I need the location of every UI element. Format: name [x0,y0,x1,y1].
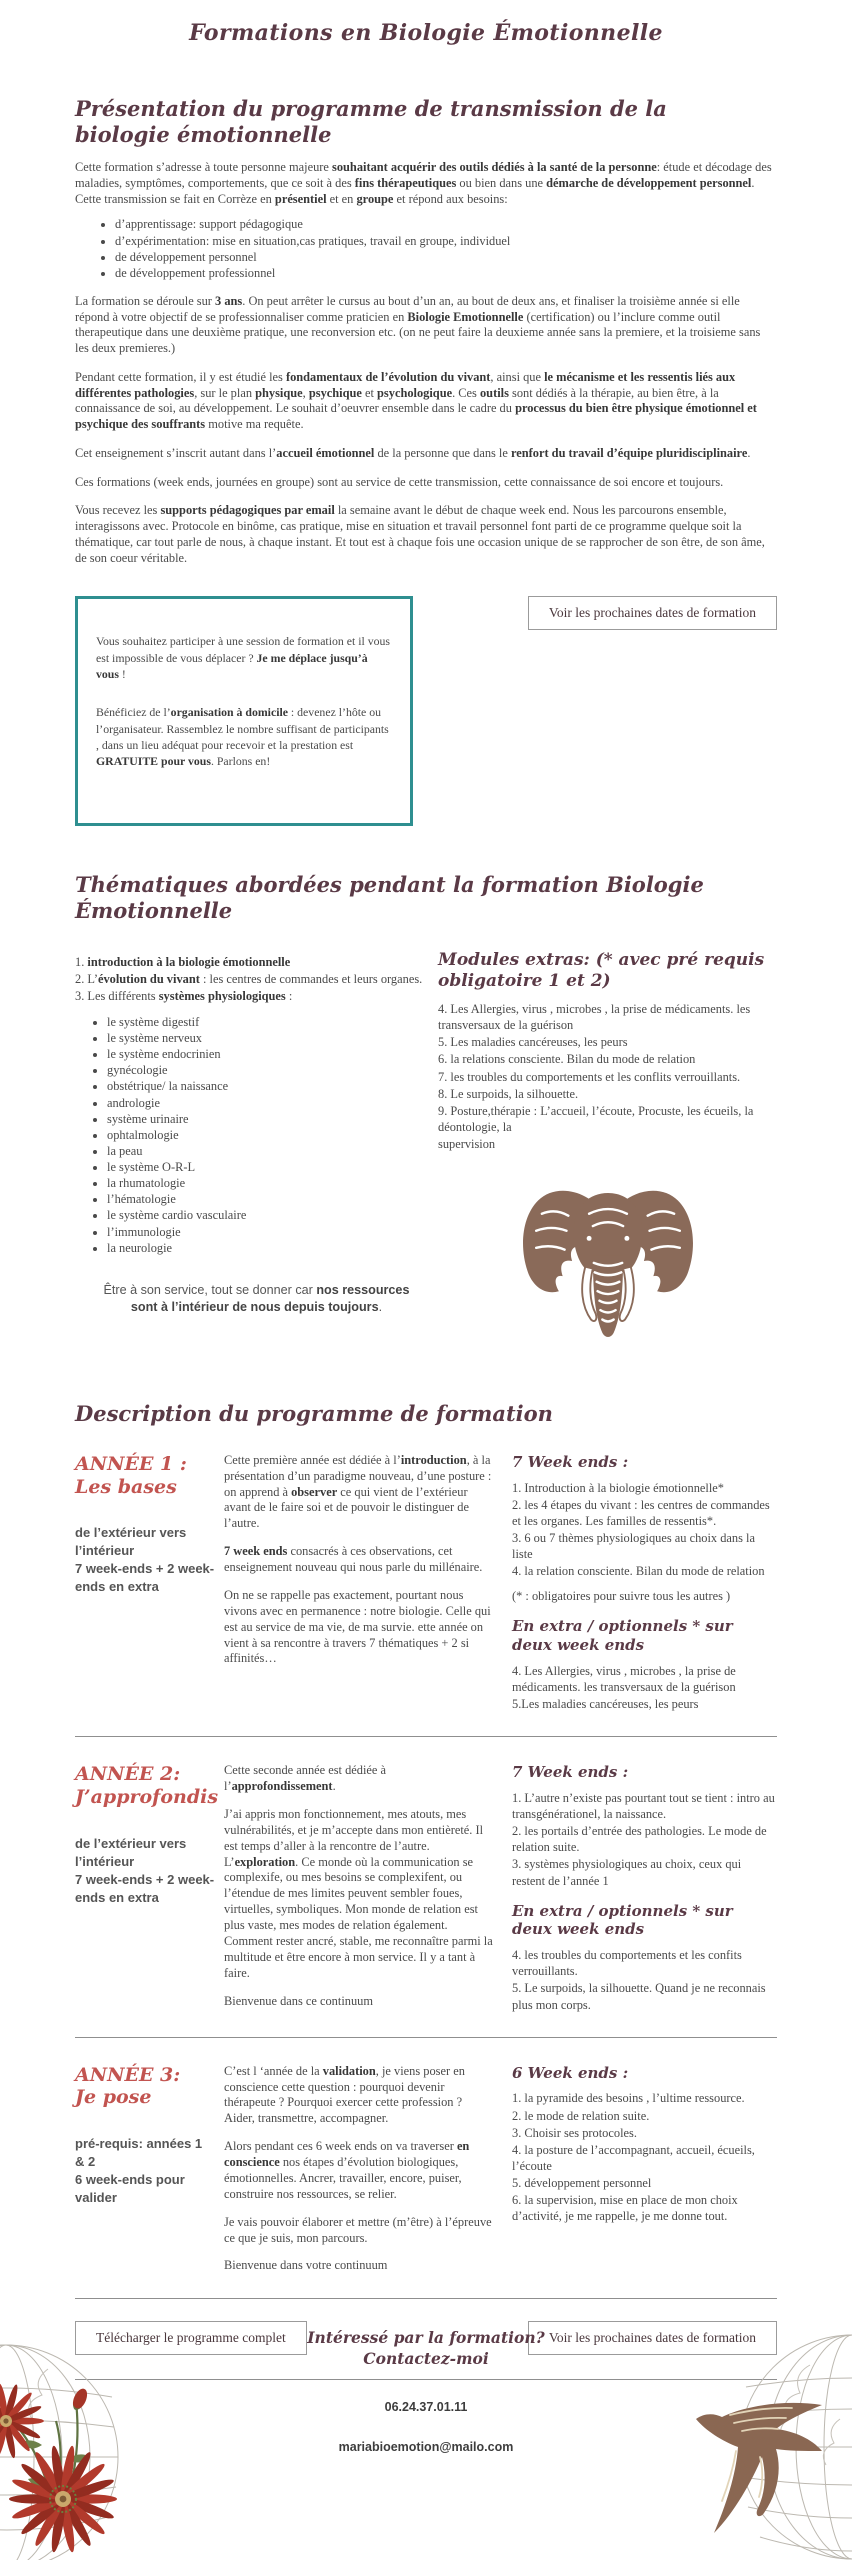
list-item: • gynécologie [107,1062,438,1078]
year-3-paragraph: Je vais pouvoir élaborer et mettre (m’être) à l’épreuve ce que je suis, mon parcours. [224,2214,492,2245]
modules-extras-column [438,946,777,1352]
list-item: 5. Les maladies cancéreuses, les peurs [438,1035,628,1050]
elephant-illustration [513,1176,703,1346]
list-item: • de développement personnel [115,249,777,265]
list-item: supervision [438,1137,496,1152]
dates-button-bottom[interactable]: Voir les prochaines dates de formation [528,2321,777,2355]
page-title: Formations en Biologie Émotionnelle [189,20,663,46]
list-item: • d’apprentissage: support pédagogique [115,216,777,232]
list-item: 1. L’autre n’existe pas pourtant tout se tient : intro au transgénérationel, la naissance. [512,1790,775,1822]
year-2-side [75,1763,219,2013]
list-item: • l’hématologie [107,1191,438,1207]
thematics-main-list [75,946,438,1352]
section-thematics [75,872,777,1351]
year-1-extra-list [512,1663,777,1712]
year-1-weekends-heading: 7 Week ends : [512,1452,629,1471]
paragraph-supports: Vous recevez les supports pédagogiques par email la semaine avant le début de chaque week end. Nous les parcourons ensemble, interagissons avec. Protocole en binôme, cas pratique, mise en situation et travail personnel font parti de ce programme quelque soit la thématique, car tout parle de nous, à chaque instant. Et tout est à chaque fois une occasion unique de se rapprocher de son être, de son âme, de son coeur véritable. [75,503,765,565]
divider [75,1736,777,1737]
year-2-weekends-heading: 7 Week ends : [512,1763,629,1782]
physiological-systems-list [75,1014,438,1256]
list-item: • la rhumatologie [107,1175,438,1191]
year-1-title-line1: ANNÉE 1 : [75,1452,187,1475]
year-3-weekends-list [512,2090,777,2224]
year-1-row [75,1453,777,1712]
home-box-text-1: Vous souhaitez participer à une session de formation et il vous est impossible de vous déplacer ? Je me déplace jusqu’à vous ! [96,634,390,681]
list-item: 7. les troubles du comportements et les conflits verrouillants. [438,1069,741,1084]
year-2-paragraph: Cette seconde année est dédiée à l’approfondissement. [224,1763,387,1794]
list-item: • système urinaire [107,1111,438,1127]
download-program-button[interactable]: Télécharger le programme complet [75,2321,307,2355]
thematics-columns [75,946,777,1352]
home-box-text-2: Bénéficiez de l’organisation à domicile : devenez l’hôte ou l’organisateur. Rassemblez le nombre suffisant de participants , dans un lieu adéquat pour recevoir et la prestation est GRATUITE pour vous. Parlons en! [96,705,389,769]
list-item: 4. Les Allergies, virus , microbes , la prise de médicaments. les transversaux de la guérison [512,1663,736,1694]
paragraph-formats: Ces formations (week ends, journées en groupe) sont au service de cette transmission, cette connaissance de soi encore et toujours. [75,474,724,489]
footer-email: mariabioemotion@mailo.com [338,2439,514,2454]
year-3-description [224,2064,494,2275]
list-item: 1. Introduction à la biologie émotionnelle* [512,1480,724,1495]
list-item: • andrologie [107,1095,438,1111]
list-item: • la peau [107,1143,438,1159]
list-item: • l’immunologie [107,1224,438,1240]
year-3-title [75,2064,215,2110]
year-3-label-prereq: pré-requis: années 1 & 2 [75,2136,203,2170]
list-item: 4. les troubles du comportements et les confits verrouillants. [512,1948,742,1979]
list-item: 6. la relations consciente. Bilan du mode de relation [438,1052,696,1067]
list-item: 2. les portails d’entrée des pathologies. Le mode de relation suite. [512,1824,767,1855]
year-2-description [224,1763,494,2013]
year-2-label-duration: 7 week-ends + 2 week-ends en extra [75,1871,215,1905]
year-3-side [75,2064,215,2275]
presentation-intro: Cette formation s’adresse à toute personne majeure souhaitant acquérir des outils dédiés à la santé de la personne: étude et décodage des maladies, symptômes, comportements, que ce soit à des fins thérapeutiques ou bien dans une démarche de développement personnel. Cette transmission se fait en Corrèze en présentiel et en groupe et répond aux besoins: [75,160,772,206]
year-2-paragraph: Bienvenue dans ce continuum [224,1993,373,2008]
section-program [75,1401,777,2380]
year-2-paragraph: J’ai appris mon fonctionnement, mes atouts, mes vulnérabilités, et je m’accepte dans mon entièreté. Il est temps d’aller à la rencontre de l’autre. L’exploration. Ce monde où la communication se complexife, ou mes besoins se complexifent, ou l’étendue de mes limites peuvent sembler foues, virtuelles, symboliques. Mon monde de relation est plus vaste, mes modes de relation également. Comment rester ancré, stable, me reconnaître parmi la multitude et être encore à mon service. Il y a tant à faire. [224,1806,493,1980]
list-item: 2. les 4 étapes du vivant : les centres de commandes et les organes. Les familles de ressentis*. [512,1497,770,1528]
footer-heading-line1: Intéressé par la formation? [307,2328,545,2347]
list-item: 3. Choisir ses protocoles. [512,2125,637,2140]
list-item: 5. développement personnel [512,2176,652,2191]
list-item: 4. Les Allergies, virus , microbes , la prise de médicaments. les transversaux de la guérison [438,1002,751,1033]
year-3-title-line1: ANNÉE 3: [75,2063,181,2086]
list-item: 2. le mode de relation suite. [512,2108,650,2123]
year-3-paragraph: C’est l ‘année de la validation, je viens poser en conscience cette question : pourquoi devenir thérapeute ? Pourquoi exercer cette profession ? Aider, transmettre, accompagner. [224,2063,465,2126]
thematics-closing-text: Être à son service, tout se donner car nos ressources sont à l’intérieur de nous depuis toujours. [103,1282,410,1314]
paragraph-teaching: Cet enseignement s’inscrit autant dans l’accueil émotionnel de la personne que dans le renfort du travail d’équipe pluridisciplinaire. [75,445,751,460]
list-item: • le système nerveux [107,1030,438,1046]
year-2-weekends [512,1763,777,2013]
year-2-title-line1: ANNÉE 2: [75,1763,181,1786]
list-item: 5.Les maladies cancéreuses, les peurs [512,1697,699,1712]
home-training-box [75,596,413,826]
list-item: 1. la pyramide des besoins , l’ultime ressource. [512,2091,745,2106]
year-1-side [75,1453,215,1712]
presentation-heading: Présentation du programme de transmission de la biologie émotionnelle [75,96,667,147]
modules-extras-list [438,1001,777,1152]
year-3-paragraph: Bienvenue dans votre continuum [224,2258,388,2273]
year-3-label-duration: 6 week-ends pour valider [75,2172,185,2206]
list-item: • d’expérimentation: mise en situation,cas pratiques, travail en groupe, individuel [115,233,777,249]
list-item: • le système digestif [107,1014,438,1030]
list-item: 2. L’évolution du vivant : les centres de commandes et leurs organes. [75,971,423,986]
year-3-weekends [512,2064,777,2275]
year-2-labels [75,1835,215,1907]
year-1-paragraph: 7 week ends consacrés à ces observations, cet enseignement nouveau qui nous parle du millénaire. [224,1544,483,1575]
presentation-bullets [75,216,777,281]
home-box-row [75,596,777,826]
year-3-title-line2: Je pose [75,2086,152,2109]
divider [75,2037,777,2038]
year-1-title-line2: Les bases [75,1475,177,1498]
year-1-paragraph: On ne se rappelle pas exactement, pourtant nous vivons avec en permanence : notre biologie. Celle qui est au service de ma vie, de ma survie. ette année on vient à sa rencontre à travers 7 thématiques + 2 si affinités… [224,1587,491,1666]
list-item: • ophtalmologie [107,1127,438,1143]
list-item: 1. introduction à la biologie émotionnelle [75,954,291,969]
list-item: • obstétrique/ la naissance [107,1078,438,1094]
list-item: • le système cardio vasculaire [107,1207,438,1223]
year-1-labels [75,1524,215,1596]
list-item: 5. Le surpoids, la silhouette. Quand je ne reconnais plus mon corps. [512,1981,766,2012]
modules-extras-heading: Modules extras: (* avec pré requis obligatoire 1 et 2) [438,949,765,992]
thematics-items [75,954,438,1004]
list-item: • de développement professionnel [115,265,777,281]
program-heading: Description du programme de formation [75,1401,553,1427]
year-3-row [75,2064,777,2275]
year-2-row [75,1763,777,2013]
list-item: 4. la posture de l’accompagnant, accueil, écueils, l’écoute [512,2142,755,2173]
year-2-title [75,1763,219,1809]
year-1-title [75,1453,215,1499]
year-3-weekends-heading: 6 Week ends : [512,2063,629,2082]
list-item: 8. Le surpoids, la silhouette. [438,1086,579,1101]
year-1-label-direction: de l’extérieur vers l’intérieur [75,1525,187,1559]
year-3-labels [75,2135,215,2207]
footer-heading-line2: Contactez-moi [363,2348,489,2368]
list-item: • la neurologie [107,1240,438,1256]
year-2-extra-heading: En extra / optionnels * sur deux week ends [512,1901,733,1939]
list-item: 6. la supervision, mise en place de mon choix d’activité, je me rappelle, je me donne tout. [512,2193,738,2224]
dates-button-top[interactable]: Voir les prochaines dates de formation [528,596,777,630]
year-2-label-direction: de l’extérieur vers l’intérieur [75,1835,187,1869]
section-presentation [75,96,777,566]
year-1-paragraph: Cette première année est dédiée à l’introduction, à la présentation d’un paradigme nouveau, d’une posture : on apprend à observer ce qui vient de l’extérieur avant de le faire soi et de pouvoir le distinguer de l’autre. [224,1452,492,1531]
year-3-paragraph: Alors pendant ces 6 week ends on va traverser en conscience nos étapes d’évolution biologiques, émotionnelles. Ancrer, travailler, encore, puiser, construire nos ressources, se relier. [224,2139,470,2201]
year-2-weekends-list [512,1790,777,1889]
year-1-weekends-list [512,1480,777,1580]
list-item: • le système O-R-L [107,1159,438,1175]
list-item: 3. Les différents systèmes physiologiques : [75,988,293,1003]
list-item: 4. la relation consciente. Bilan du mode de relation [512,1564,765,1579]
paragraph-duration: La formation se déroule sur 3 ans. On peut arrêter le cursus au bout d’un an, au bout de deux ans, et finaliser la troisième année si elle répond à votre objectif de se professionnaliser comme praticien en Biologie Emotionnelle (certification) ou l’inclure comme outil therapeutique dans une deuxième pratique, une reconversion etc. (on ne peut faire la deuxieme année sans la premiere, et la troisieme sans les deux premieres.) [75,293,761,356]
list-item: 9. Posture,thérapie : L’accueil, l’écoute, Procuste, les écueils, la déontologie, la [438,1103,754,1134]
main-content [75,20,777,2380]
year-1-note: (* : obligatoires pour suivre tous les autres ) [512,1589,731,1604]
passion-flower-globe-illustration [0,2329,168,2560]
footer [0,2268,852,2560]
elephant-wrap [438,1176,777,1351]
year-1-description [224,1453,494,1712]
year-1-label-duration: 7 week-ends + 2 week-ends en extra [75,1561,215,1595]
list-item: • le système endocrinien [107,1046,438,1062]
list-item: 3. systèmes physiologiques au choix, ceux qui restent de l’année 1 [512,1857,742,1888]
footer-phone: 06.24.37.01.11 [384,2399,468,2414]
year-2-extra-list [512,1947,777,2013]
list-item: 3. 6 ou 7 thèmes physiologiques au choix dans la liste [512,1530,755,1562]
paragraph-content: Pendant cette formation, il y est étudié les fondamentaux de l’évolution du vivant, ainsi que le mécanisme et les ressentis liés aux différentes pathologies, sur le plan physique, psychique et psychologique. Ces outils sont dédiés à la thérapie, au bien être, à la connaissance de soi, au développement. Le souhait d’oeuvrer ensemble dans le cadre du processus du bien être physique émotionnel et psychique des souffrants motive ma requête. [75,369,757,432]
year-1-extra-heading: En extra / optionnels * sur deux week ends [512,1617,733,1655]
year-2-title-line2: J’approfondis [75,1785,219,1808]
year-1-weekends [512,1453,777,1712]
thematics-heading: Thématiques abordées pendant la formation Biologie Émotionnelle [75,872,704,923]
swallow-bird-globe-illustration [690,2329,852,2560]
